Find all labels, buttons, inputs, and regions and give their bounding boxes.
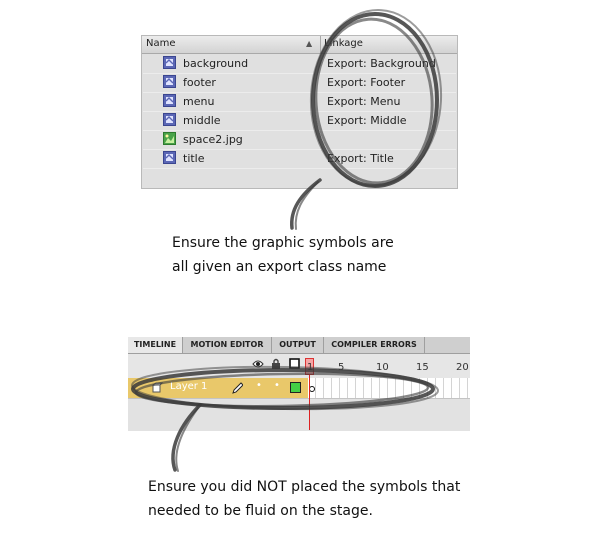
item-name: middle — [183, 114, 221, 127]
visibility-dot-icon[interactable]: • — [256, 380, 262, 391]
ruler-label: 5 — [338, 362, 345, 373]
tab-output[interactable]: OUTPUT — [272, 337, 324, 353]
linkage-column-header[interactable]: Linkage — [324, 38, 363, 49]
item-linkage: Export: Background — [327, 57, 436, 70]
item-name: space2.jpg — [183, 133, 243, 146]
ruler-label: 15 — [416, 362, 429, 373]
tab-motion-editor[interactable]: MOTION EDITOR — [183, 337, 272, 353]
item-name: title — [183, 152, 205, 165]
name-column-header[interactable]: Name — [146, 38, 176, 49]
item-name: background — [183, 57, 249, 70]
item-linkage: Export: Middle — [327, 114, 407, 127]
tab-compiler-errors[interactable]: COMPILER ERRORS — [324, 337, 425, 353]
ruler-label: 10 — [376, 362, 389, 373]
item-linkage: Export: Footer — [327, 76, 406, 89]
item-linkage: Export: Menu — [327, 95, 401, 108]
ruler-label: 20 — [456, 362, 469, 373]
sort-arrow-icon[interactable]: ▲ — [306, 39, 313, 48]
tab-timeline[interactable]: TIMELINE — [128, 337, 183, 353]
caption-line: needed to be fluid on the stage. — [148, 503, 373, 519]
item-linkage: Export: Title — [327, 152, 394, 165]
lock-dot-icon[interactable]: • — [274, 380, 280, 391]
caption-line: Ensure you did NOT placed the symbols that — [148, 479, 461, 495]
ruler-label: 1 — [307, 362, 314, 373]
item-name: menu — [183, 95, 215, 108]
layer-name[interactable]: Layer 1 — [170, 381, 208, 392]
caption-line: Ensure the graphic symbols are — [172, 235, 394, 251]
caption-line: all given an export class name — [172, 259, 387, 275]
item-name: footer — [183, 76, 216, 89]
